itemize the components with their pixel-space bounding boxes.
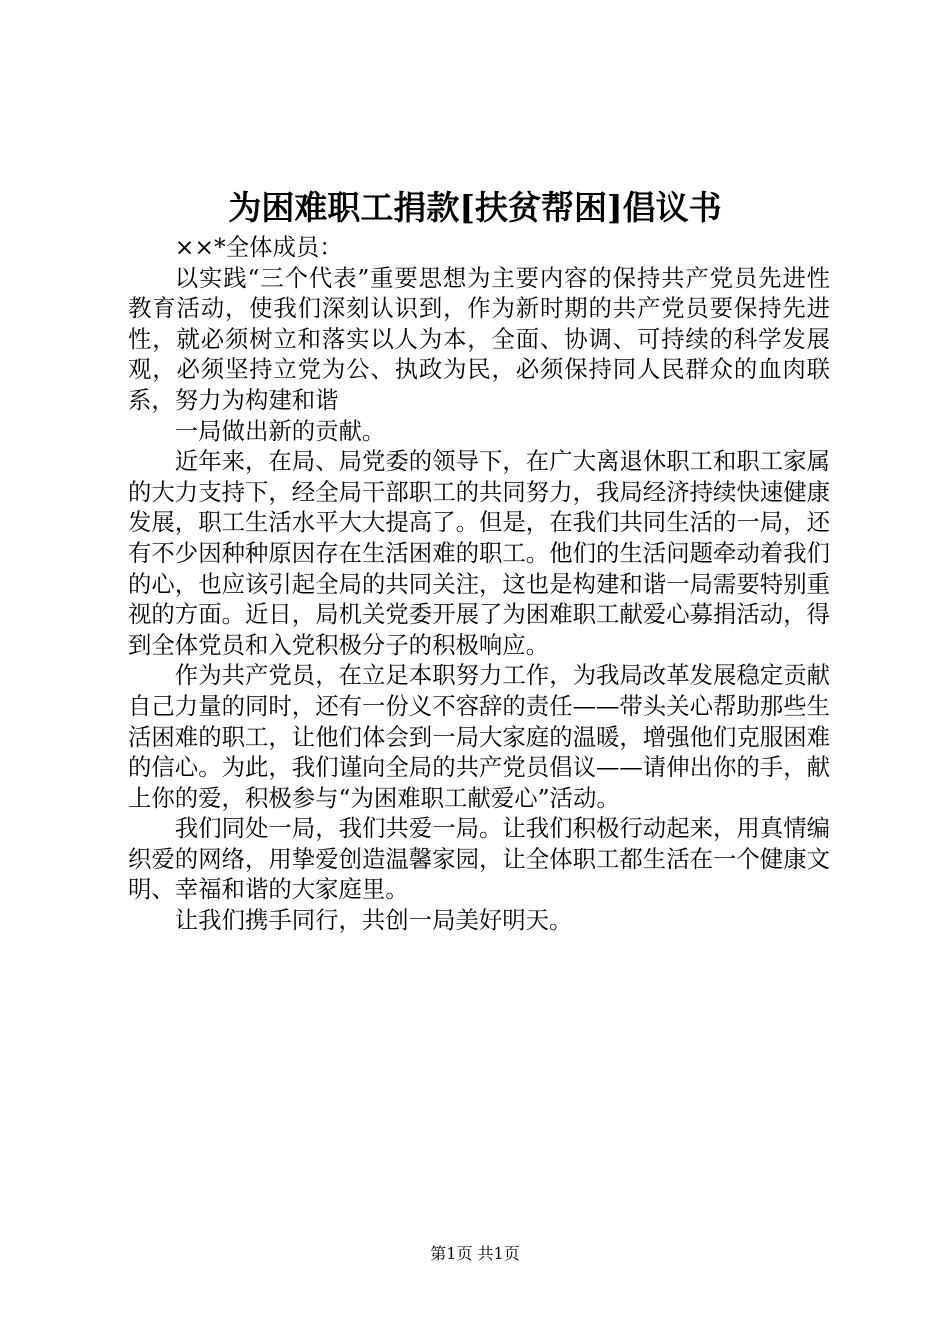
page-footer: 第1页 共1页 (430, 1244, 520, 1263)
paragraph-5: 我们同处一局，我们共爱一局。让我们积极行动起来，用真情编织爱的网络，用挚爱创造温馨家园，让全体职工都生活在一个健康文明、幸福和谐的大家庭里。 (128, 814, 830, 904)
salutation: ××*全体成员： (174, 233, 343, 261)
document-title: 为困难职工捐款[扶贫帮困]倡议书 (228, 188, 722, 227)
paragraph-1: 以实践“三个代表”重要思想为主要内容的保持共产党员先进性教育活动，使我们深刻认识到，作为新时期的共产党员要保持先进性，就必须树立和落实以人为本，全面、协调、可持续的科学发展观，必须坚持立党为公、执政为民，必须保持同人民群众的血肉联系，努力为构建和谐 (128, 263, 830, 414)
document-body (128, 232, 830, 936)
paragraph-6: 让我们携手同行，共创一局美好明天。 (174, 906, 573, 935)
paragraph-3: 近年来，在局、局党委的领导下，在广大离退休职工和职工家属的大力支持下，经全局干部职工的共同努力，我局经济持续快速健康发展，职工生活水平大大提高了。但是，在我们共同生活的一局，还有不少因种种原因存在生活困难的职工。他们的生活问题牵动着我们的心，也应该引起全局的共同关注，这也是构建和谐一局需要特别重视的方面。近日，局机关党委开展了为困难职工献爱心募捐活动，得到全体党员和入党积极分子的积极响应。 (128, 447, 830, 659)
paragraph-2: 一局做出新的贡献。 (174, 416, 386, 445)
paragraph-4: 作为共产党员，在立足本职努力工作，为我局改革发展稳定贡献自己力量的同时，还有一份义不容辞的责任——带头关心帮助那些生活困难的职工，让他们体会到一局大家庭的温暖，增强他们克服困难的信心。为此，我们谨向全局的共产党员倡议——请伸出你的手，献上你的爱，积极参与“为困难职工献爱心”活动。 (128, 661, 830, 812)
